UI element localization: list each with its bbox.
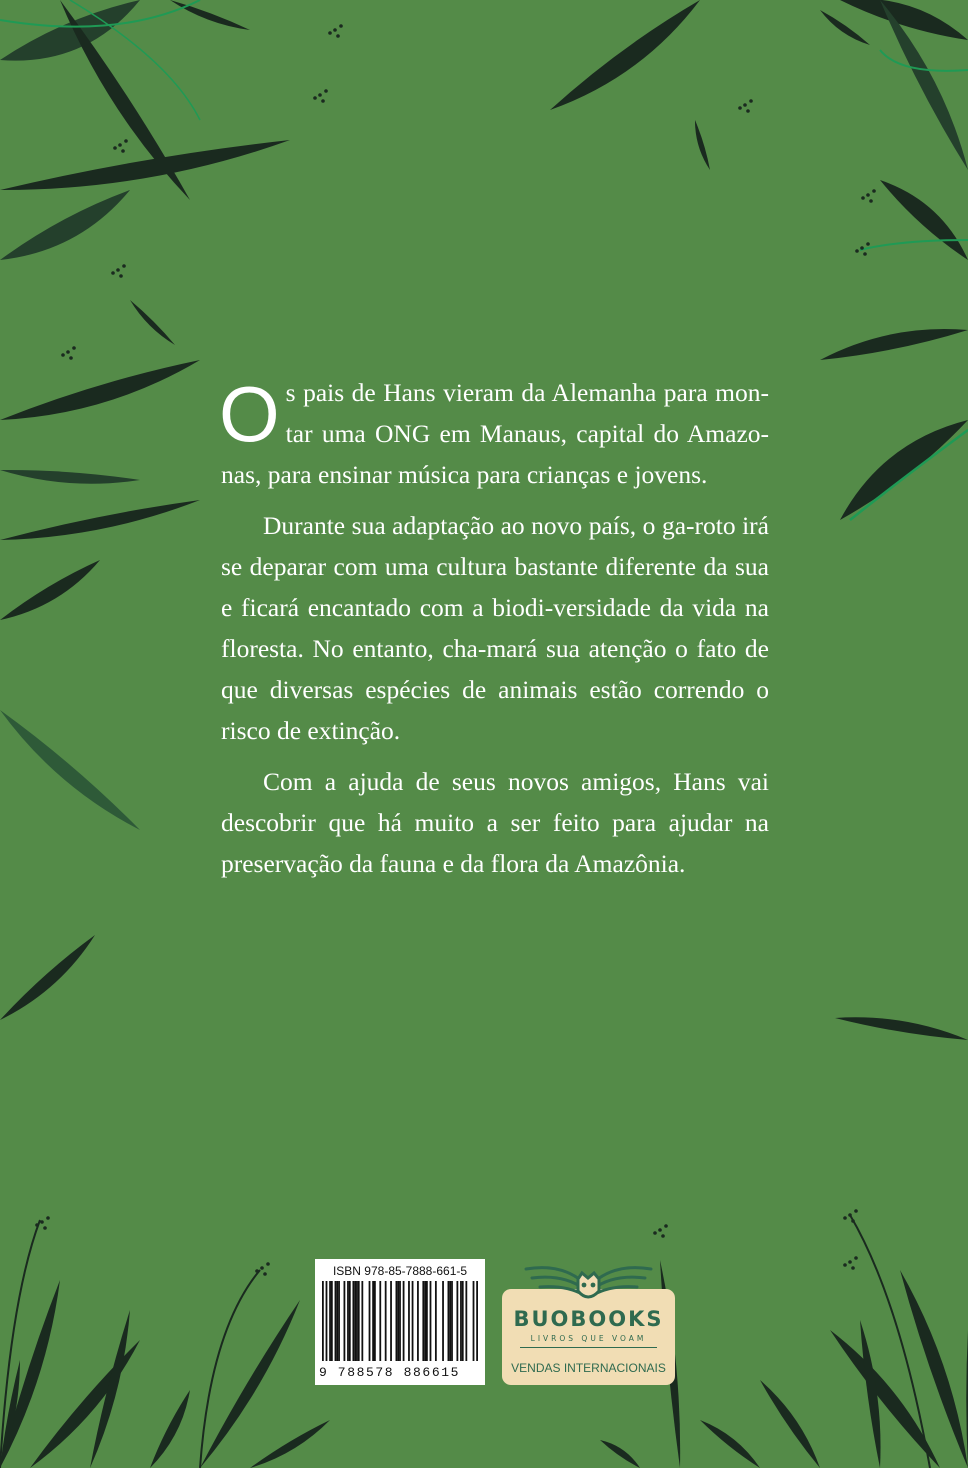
seed-dot [848,1213,852,1217]
barcode-bar [473,1281,475,1361]
seed-dot [40,1220,44,1224]
seed-dot [333,28,337,32]
barcode-bar [385,1281,387,1361]
seed-dot [738,106,742,110]
leaf [880,180,968,260]
barcode-bar [426,1281,428,1361]
leaf [820,329,968,360]
seed-dot [854,1209,858,1213]
barcode-bar [397,1281,399,1361]
barcode-bar [422,1281,424,1361]
barcode-bar [456,1281,458,1361]
barcode-bar [358,1281,360,1361]
barcode-bar [408,1281,410,1361]
leaf [550,0,700,110]
seed-dot [336,34,340,38]
leaf [0,470,140,484]
barcode-bar [449,1281,451,1361]
barcode-bar [448,1281,450,1361]
barcode-bar [338,1281,340,1361]
seed-dot [266,1262,270,1266]
barcode-bar [435,1281,437,1361]
seed-dot [743,103,747,107]
leaf [900,1270,968,1468]
synopsis-paragraph-2: Durante sua adaptação ao novo país, o ga-roto irá se deparar com uma cultura bastante diferente da sua e ficará encantado com a biodi-versidade da vida na floresta. No entanto, cha-mará sua atenção o fato de que diversas espécies de animais estão correndo o risco de extinção. [221,511,769,745]
barcode-bar [465,1281,467,1361]
barcode-bar [344,1281,346,1361]
seed-dot [866,193,870,197]
leaf [820,10,870,45]
seed-dot [661,1234,665,1238]
leaf [830,1330,940,1468]
seed-dot [260,1266,264,1270]
seed-dot [324,89,328,93]
barcode-bar [396,1281,398,1361]
barcode-bar [403,1281,405,1361]
leaf-stem [850,430,968,520]
barcode-bar [354,1281,356,1361]
leaf [150,1390,190,1468]
barcode-bar [331,1281,333,1361]
barcode-bar [399,1281,401,1361]
seed-dot [321,99,325,103]
leaf [0,0,140,61]
leaf [695,120,710,170]
publisher-divider [520,1347,657,1348]
back-cover-synopsis [221,372,769,894]
barcode-bar [356,1281,358,1361]
seed-dot [866,242,870,246]
seed-dot [72,346,76,350]
seed-dot [124,139,128,143]
seed-dot [263,1272,267,1276]
seed-dot [658,1228,662,1232]
leaf [250,1420,330,1468]
barcode-icon [320,1281,480,1361]
barcode-bar [462,1281,464,1361]
leaf [840,420,968,520]
publisher-tagline: LIVROS QUE VOAM [530,1334,647,1343]
seed-dot [121,149,125,153]
barcode-bar [336,1281,338,1361]
barcode-bar [352,1281,354,1361]
isbn-barcode-block [315,1259,485,1385]
seed-dot [111,271,115,275]
seed-dot [749,99,753,103]
synopsis-paragraph-3: Com a ajuda de seus novos amigos, Hans vai descobrir que há muito a ser feito para ajudar na preservação da fauna e da flora da Amazônia. [221,767,769,878]
seed-dot [122,264,126,268]
seed-dot [118,143,122,147]
barcode-bar [476,1281,478,1361]
seed-dot [664,1224,668,1228]
seed-dot [848,1260,852,1264]
seed-dot [869,199,873,203]
barcode-bar [361,1281,363,1361]
leaf [0,140,290,190]
leaf [0,190,130,260]
seed-dot [872,189,876,193]
publisher-logo [502,1261,675,1385]
synopsis-paragraph-1-text: s pais de Hans vieram da Alemanha para mon-tar uma ONG em Manaus, capital do Amazo-nas, para ensinar música para crianças e jovens. [221,378,769,489]
barcode-bar [390,1281,392,1361]
barcode-bar [322,1281,324,1361]
leaf [170,0,250,30]
seed-dot [113,146,117,150]
seed-dot [851,1266,855,1270]
leaf [0,560,100,620]
seed-dot [328,31,332,35]
barcode-bar [329,1281,331,1361]
seed-dot [843,1263,847,1267]
seed-dot [66,350,70,354]
leaf [0,710,140,830]
barcode-bar [326,1281,328,1361]
synopsis-paragraph-1 [221,372,769,495]
barcode-bar [369,1281,371,1361]
seed-dot [860,246,864,250]
barcode-bar [451,1281,453,1361]
barcode-bar [374,1281,376,1361]
barcode-bar [460,1281,462,1361]
seed-dot [35,1223,39,1227]
leaf [700,1420,760,1468]
seed-dot [119,274,123,278]
seed-dot [313,96,317,100]
seed-dot [861,196,865,200]
barcode-bar [417,1281,419,1361]
drop-cap: O [219,370,280,458]
seed-dot [61,353,65,357]
seed-dot [855,249,859,253]
barcode-bar [424,1281,426,1361]
seed-dot [318,93,322,97]
seed-dot [255,1269,259,1273]
leaf [760,1380,820,1468]
seed-dot [116,268,120,272]
leaf [600,1440,640,1468]
barcode-bar [349,1281,351,1361]
isbn-digits: 9 788578 886615 [319,1365,461,1380]
barcode-bar [412,1281,414,1361]
owl-wings-icon [522,1261,655,1307]
barcode-bar [442,1281,444,1361]
leaf [0,935,95,1020]
barcode-bar [372,1281,374,1361]
barcode-bar [379,1281,381,1361]
leaf-stem [200,1270,260,1468]
seed-dot [863,252,867,256]
seed-dot [69,356,73,360]
seed-dot [746,109,750,113]
seed-dot [339,24,343,28]
leaf [835,1017,968,1040]
isbn-label: ISBN 978-85-7888-661-5 [332,1264,468,1278]
leaf [200,1300,300,1468]
publisher-sales-label: VENDAS INTERNACIONAIS [511,1361,666,1375]
leaf [0,500,200,540]
seed-dot [843,1216,847,1220]
seed-dot [851,1219,855,1223]
seed-dot [43,1226,47,1230]
seed-dot [653,1231,657,1235]
barcode-bar [430,1281,432,1361]
barcode-bar [335,1281,337,1361]
leaf [130,300,175,345]
barcode-bar [347,1281,349,1361]
seed-dot [46,1216,50,1220]
publisher-name: BUOBOOKS [513,1307,664,1331]
leaf [0,360,200,420]
seed-dot [854,1256,858,1260]
